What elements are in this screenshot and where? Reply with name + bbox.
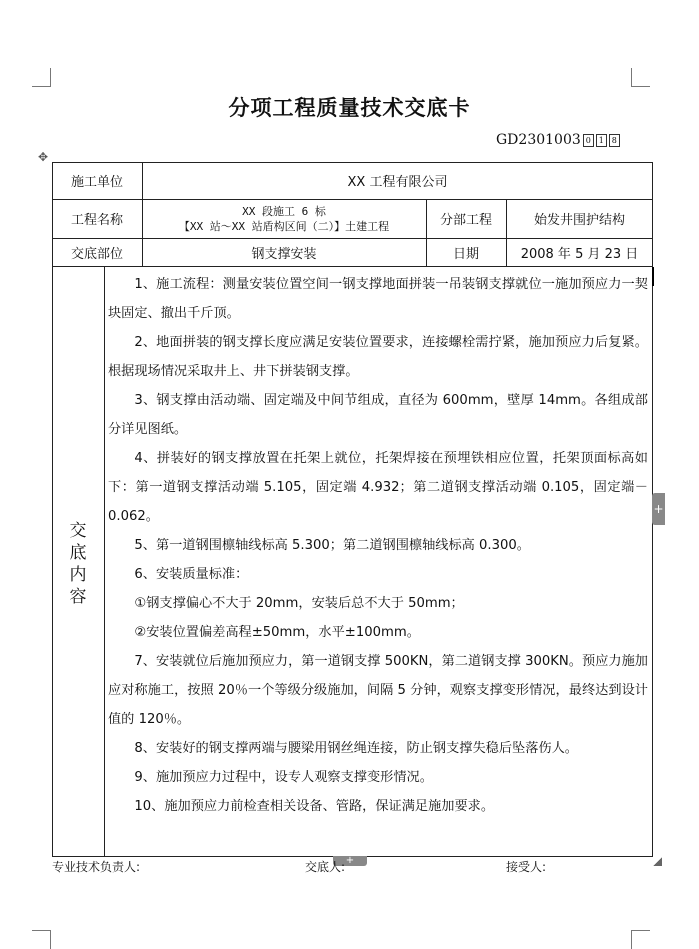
plus-icon[interactable]: + <box>333 856 367 866</box>
document-number-box: 0 <box>583 134 594 147</box>
receiver-label: 接受人: <box>506 860 547 874</box>
document-number <box>496 132 620 148</box>
sub-project-value: 始发井围护结构 <box>533 213 625 228</box>
content-paragraph: ①钢支撑偏心不大于 20mm，安装后总不大于 50mm； <box>134 596 464 611</box>
date-value: 2008 年 5 月 23 日 <box>520 246 639 262</box>
document-title: 分项工程质量技术交底卡 <box>228 95 471 120</box>
content-paragraph: 6、安装质量标准： <box>134 567 249 582</box>
content-paragraph: 4、拼装好的钢支撑放置在托架上就位，托架焊接在预埋铁相应位置，托架顶面标高如下：第一道钢支撑活动端 5.105，固定端 4.932；第二道钢支撑活动端 0.105，固定端－0.062。 <box>108 451 648 524</box>
content-paragraph: 9、施加预应力过程中，设专人观察支撑变形情况。 <box>134 770 433 785</box>
content-label-char: 交 <box>69 521 87 541</box>
document-number-box: 1 <box>596 134 607 147</box>
page-corner-mark <box>32 68 51 87</box>
content-label-char: 内 <box>69 565 87 585</box>
project-name-label: 工程名称 <box>70 213 123 228</box>
part-value: 钢支撑安装 <box>251 246 317 262</box>
page-corner-mark <box>631 68 650 87</box>
content-paragraph: 3、钢支撑由活动端、固定端及中间节组成，直径为 600mm，壁厚 14mm。各组成部分详见图纸。 <box>108 393 648 437</box>
construction-unit-label: 施工单位 <box>70 175 123 190</box>
content-label-char: 底 <box>69 543 87 563</box>
move-handle-icon[interactable]: ✥ <box>38 150 49 164</box>
content-paragraph: 10、施加预应力前检查相关设备、管路，保证满足施加要求。 <box>134 799 495 814</box>
project-name-value <box>142 199 426 238</box>
construction-unit-value: XX 工程有限公司 <box>347 175 448 190</box>
page-corner-mark <box>32 930 51 949</box>
text-cursor <box>652 267 654 286</box>
content-paragraph: 5、第一道钢围檩轴线标高 5.300；第二道钢围檩轴线标高 0.300。 <box>134 538 530 553</box>
content-paragraph: 8、安装好的钢支撑两端与腰梁用钢丝绳连接，防止钢支撑失稳后坠落伤人。 <box>134 741 578 756</box>
content-label-char: 容 <box>69 587 87 607</box>
document-number-text: GD2301003 <box>496 132 581 148</box>
sub-project-label: 分部工程 <box>439 213 492 228</box>
content-paragraph: 1、施工流程：测量安装位置空间一钢支撑地面拼装一吊装钢支撑就位一施加预应力一契块固定、撤出千斤顶。 <box>108 277 648 321</box>
discloser-label: 交底人: <box>305 860 346 874</box>
date-label: 日期 <box>452 246 479 262</box>
project-name-line: 【XX 站～XX 站盾构区间（二）】土建工程 <box>178 219 390 233</box>
table-rule <box>52 266 653 267</box>
content-paragraph: ②安装位置偏差高程±50mm，水平±100mm。 <box>134 625 420 640</box>
plus-icon[interactable]: + <box>652 493 665 525</box>
page-corner-mark <box>631 930 650 949</box>
part-label: 交底部位 <box>70 246 123 262</box>
content-paragraph: 2、地面拼装的钢支撑长度应满足安装位置要求，连接螺栓需拧紧，施加预应力后复紧。根据现场情况采取井上、井下拼装钢支撑。 <box>108 335 648 379</box>
disclosure-content[interactable] <box>108 270 648 821</box>
content-label <box>60 520 96 608</box>
project-name-line: XX 段施工 6 标 <box>242 204 326 218</box>
tech-lead-label: 专业技术负责人: <box>52 860 141 874</box>
resize-handle-icon[interactable] <box>653 857 662 866</box>
document-number-box: 8 <box>609 134 620 147</box>
content-paragraph: 7、安装就位后施加预应力，第一道钢支撑 500KN，第二道钢支撑 300KN。预应力施加应对称施工，按照 20％一个等级分级施加，间隔 5 分钟，观察支撑变形情况，最终达到设计值的 120％。 <box>108 654 648 727</box>
table-rule <box>104 266 105 857</box>
